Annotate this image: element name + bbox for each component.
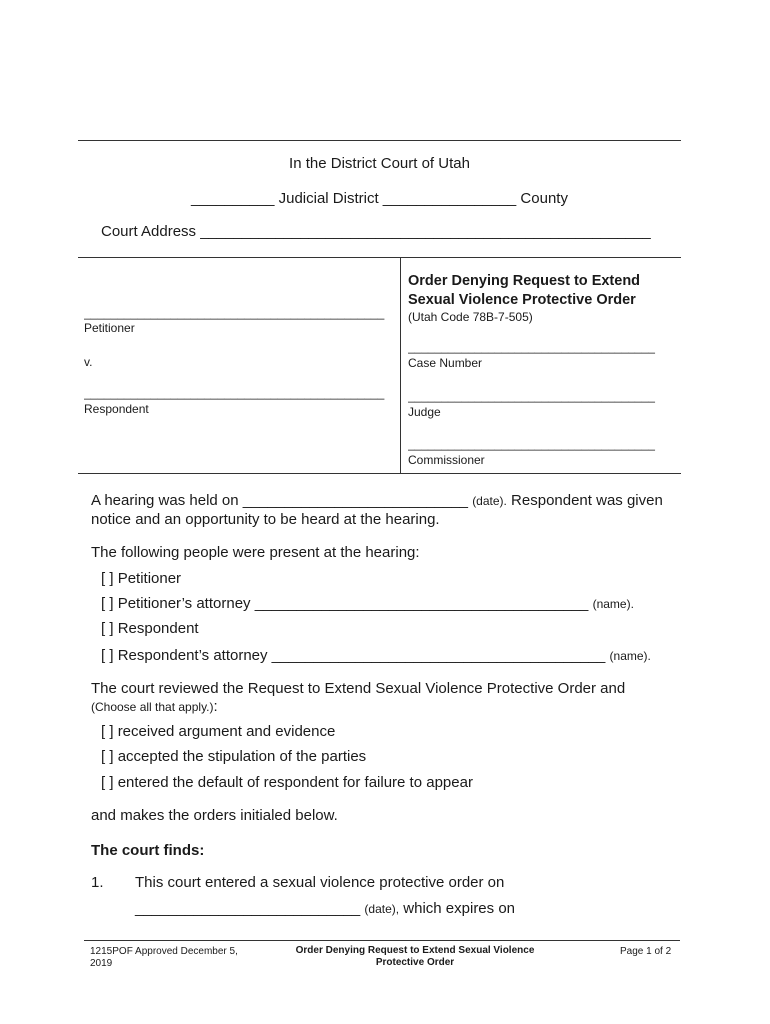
form-id-line-2: 2019: [90, 958, 113, 969]
finding-date-hint: (date),: [364, 902, 400, 916]
finding-date-line: [135, 900, 515, 917]
review-item-default: [101, 774, 473, 791]
caption-top-rule: [78, 257, 681, 258]
order-title-line-1: Order Denying Request to Extend: [408, 273, 641, 289]
order-title-line-2: Sexual Violence Protective Order: [408, 292, 636, 308]
present-item-label: Respondent’s attorney ________________________________________: [117, 647, 606, 664]
commissioner-label: Commissioner: [408, 453, 485, 467]
review-item-stipulation: [101, 748, 366, 765]
code-reference: (Utah Code 78B-7-505): [408, 310, 533, 324]
footer-title-line-1: Order Denying Request to Extend Sexual Violence: [295, 945, 535, 956]
checkbox[interactable]: [ ]: [101, 748, 114, 765]
checkbox[interactable]: [ ]: [101, 595, 114, 612]
petitioner-label: Petitioner: [84, 321, 135, 335]
present-item-respondent: [101, 620, 199, 637]
present-item-label: Petitioner: [117, 570, 182, 587]
respondent-label: Respondent: [84, 402, 149, 416]
judge-line: _____________________________________: [408, 389, 655, 403]
review-item-label: received argument and evidence: [117, 723, 336, 740]
footer-rule: [84, 940, 680, 941]
orders-line: and makes the orders initialed below.: [91, 807, 338, 824]
checkbox[interactable]: [ ]: [101, 570, 114, 587]
name-hint: (name).: [592, 597, 634, 611]
choose-line: [91, 698, 218, 715]
hearing-suffix: Respondent was given: [511, 492, 663, 509]
finds-heading: The court finds:: [91, 842, 205, 859]
present-item-petitioner-attorney: [101, 595, 634, 612]
review-item-argument: [101, 723, 335, 740]
hearing-line-1: [91, 492, 663, 509]
petitioner-line: _____________________________________________: [84, 306, 385, 320]
finding-text: This court entered a sexual violence protective order on: [135, 874, 505, 891]
reviewed-line: The court reviewed the Request to Extend Sexual Violence Protective Order and: [91, 680, 626, 697]
court-address-line: Court Address ______________________________________________________: [101, 223, 651, 240]
case-number-line: _____________________________________: [408, 340, 655, 354]
present-item-respondent-attorney: [101, 647, 651, 664]
caption-bottom-rule: [78, 473, 681, 474]
versus-label: v.: [84, 355, 93, 369]
court-title: In the District Court of Utah: [289, 155, 470, 172]
name-hint: (name).: [609, 649, 651, 663]
review-item-label: entered the default of respondent for failure to appear: [117, 774, 473, 791]
hearing-prefix: A hearing was held on ___________________________: [91, 492, 469, 509]
district-county-line: __________ Judicial District ________________ County: [191, 190, 568, 207]
finding-blank: ___________________________: [135, 900, 361, 917]
form-id-line-1: 1215POF Approved December 5,: [90, 946, 238, 957]
hearing-line-2: notice and an opportunity to be heard at the hearing.: [91, 511, 440, 528]
checkbox[interactable]: [ ]: [101, 723, 114, 740]
choose-hint: (Choose all that apply.): [91, 700, 214, 714]
present-intro: The following people were present at the hearing:: [91, 544, 420, 561]
review-item-label: accepted the stipulation of the parties: [117, 748, 367, 765]
judge-label: Judge: [408, 405, 441, 419]
commissioner-line: _____________________________________: [408, 437, 655, 451]
present-item-label: Petitioner’s attorney ________________________________________: [117, 595, 589, 612]
checkbox[interactable]: [ ]: [101, 647, 114, 664]
checkbox[interactable]: [ ]: [101, 774, 114, 791]
date-hint: (date).: [472, 494, 507, 508]
finding-suffix: which expires on: [403, 900, 516, 917]
finding-number: 1.: [91, 874, 104, 891]
page-number: Page 1 of 2: [620, 946, 672, 957]
choose-colon: :: [213, 698, 218, 715]
case-number-label: Case Number: [408, 356, 483, 370]
checkbox[interactable]: [ ]: [101, 620, 114, 637]
top-rule: [78, 140, 681, 141]
present-item-petitioner: [101, 570, 181, 587]
present-item-label: Respondent: [117, 620, 199, 637]
respondent-line: _____________________________________________: [84, 386, 385, 400]
footer-title-line-2: Protective Order: [375, 957, 455, 968]
caption-divider: [400, 257, 401, 473]
